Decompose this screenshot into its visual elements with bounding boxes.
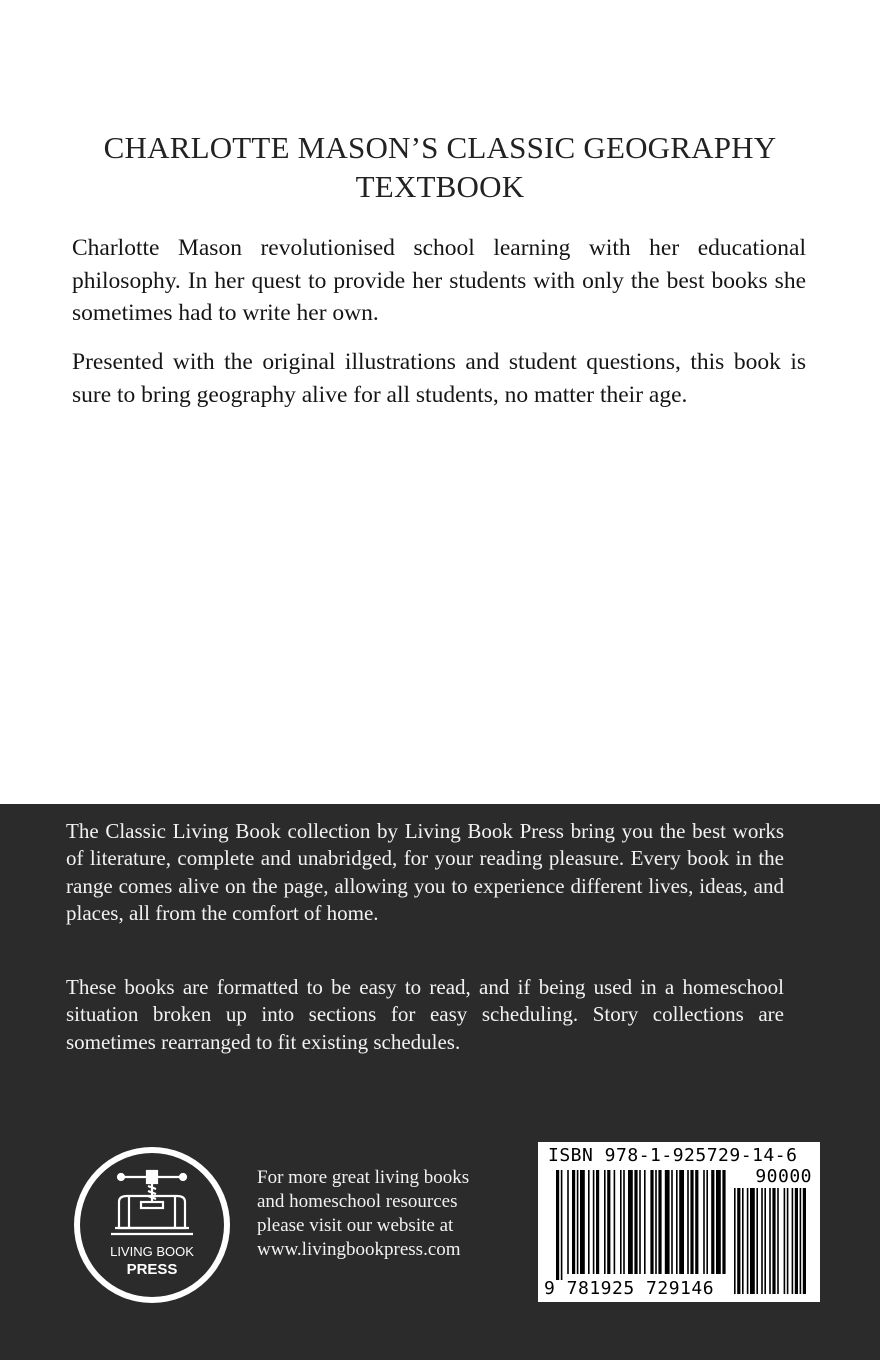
barcode-bar: [665, 1170, 670, 1274]
barcode-bar: [679, 1170, 684, 1274]
barcode-bar: [722, 1170, 725, 1274]
barcode-bar: [695, 1170, 698, 1274]
publisher-paragraph-2: These books are formatted to be easy to read, and if being used in a homeschool situation broken up into sections for easy scheduling. Story collections are sometimes rearranged to fit existing schedules.: [66, 975, 784, 1054]
barcode-bar: [577, 1170, 579, 1274]
barcode-bar: [690, 1170, 693, 1274]
barcode-bar: [607, 1170, 610, 1274]
addon-bar: [742, 1188, 744, 1294]
addon-bar: [734, 1188, 736, 1294]
addon-bar: [769, 1188, 771, 1294]
barcode-bar: [658, 1170, 661, 1274]
living-book-press-logo: [71, 1144, 233, 1306]
barcode-bar: [706, 1170, 708, 1274]
barcode-bar: [639, 1170, 641, 1274]
visit-line-1: For more great living books: [257, 1167, 470, 1188]
addon-bar: [777, 1188, 779, 1294]
addon-bar: [803, 1188, 806, 1294]
addon-bar: [761, 1188, 763, 1294]
title-line-2: TEXTBOOK: [355, 169, 525, 204]
barcode-bar: [593, 1170, 595, 1274]
isbn-barcode: [538, 1142, 820, 1302]
addon-bar: [792, 1188, 794, 1294]
barcode-bar: [556, 1170, 559, 1280]
ean-digits: 9 781925 729146: [544, 1278, 715, 1299]
barcode-bar: [716, 1170, 721, 1274]
barcode-bar: [687, 1170, 689, 1274]
barcode-bar: [588, 1170, 590, 1274]
visit-line-2: and homeschool resources: [257, 1191, 458, 1212]
book-title: [72, 128, 808, 206]
logo-line-2: PRESS: [126, 1261, 178, 1278]
barcode-bar: [572, 1170, 575, 1274]
description-paragraph-1: Charlotte Mason revolutionised school learning with her educational philosophy. In her quest to provide her students with only the best books she sometimes had to write her own.: [72, 235, 806, 326]
addon-bar: [750, 1188, 755, 1294]
barcode-bar: [596, 1170, 599, 1274]
barcode-bar: [703, 1170, 705, 1274]
barcode-bar: [614, 1170, 616, 1274]
barcode-bar: [620, 1170, 622, 1274]
addon-bar: [787, 1188, 789, 1294]
price-addon-text: 90000: [755, 1166, 812, 1187]
barcode-bar: [711, 1170, 714, 1274]
addon-bar: [784, 1188, 786, 1294]
addon-bar: [795, 1188, 798, 1294]
website-info: [257, 1166, 517, 1262]
barcode-bar: [623, 1170, 625, 1274]
publisher-panel: [0, 804, 880, 1360]
visit-line-3: please visit our website at: [257, 1215, 454, 1236]
barcode-bar: [650, 1170, 653, 1274]
barcode-bar: [604, 1170, 606, 1274]
title-line-1: CHARLOTTE MASON’S CLASSIC GEOGRAPHY: [103, 130, 777, 165]
barcode-bar: [655, 1170, 657, 1274]
description-paragraph-2: Presented with the original illustrations and student questions, this book is sure to bring geography alive for all students, no matter their age.: [72, 349, 806, 408]
barcode-bar: [628, 1170, 633, 1274]
barcode-bar: [671, 1170, 673, 1274]
barcode-bar: [580, 1170, 585, 1274]
isbn-text: ISBN 978-1-925729-14-6: [548, 1145, 798, 1166]
website-url: www.livingbookpress.com: [257, 1239, 461, 1260]
addon-bar: [800, 1188, 802, 1294]
barcode-bar: [676, 1170, 678, 1274]
publisher-paragraph-1: The Classic Living Book collection by Living Book Press bring you the best works of literature, complete and unabridged, for your reading pleasure. Every book in the range comes alive on the page, allowing you to experience different lives, ideas, and places, all from the comfort of home.: [66, 819, 784, 925]
addon-bar: [764, 1188, 766, 1294]
barcode-bar: [567, 1170, 569, 1274]
addon-bar: [737, 1188, 740, 1294]
barcode-bar: [561, 1170, 563, 1280]
logo-line-1: LIVING BOOK: [110, 1244, 194, 1259]
addon-bar: [772, 1188, 775, 1294]
barcode-bar: [634, 1170, 637, 1274]
addon-bar: [756, 1188, 758, 1294]
barcode-bar: [644, 1170, 646, 1274]
addon-bar: [747, 1188, 749, 1294]
